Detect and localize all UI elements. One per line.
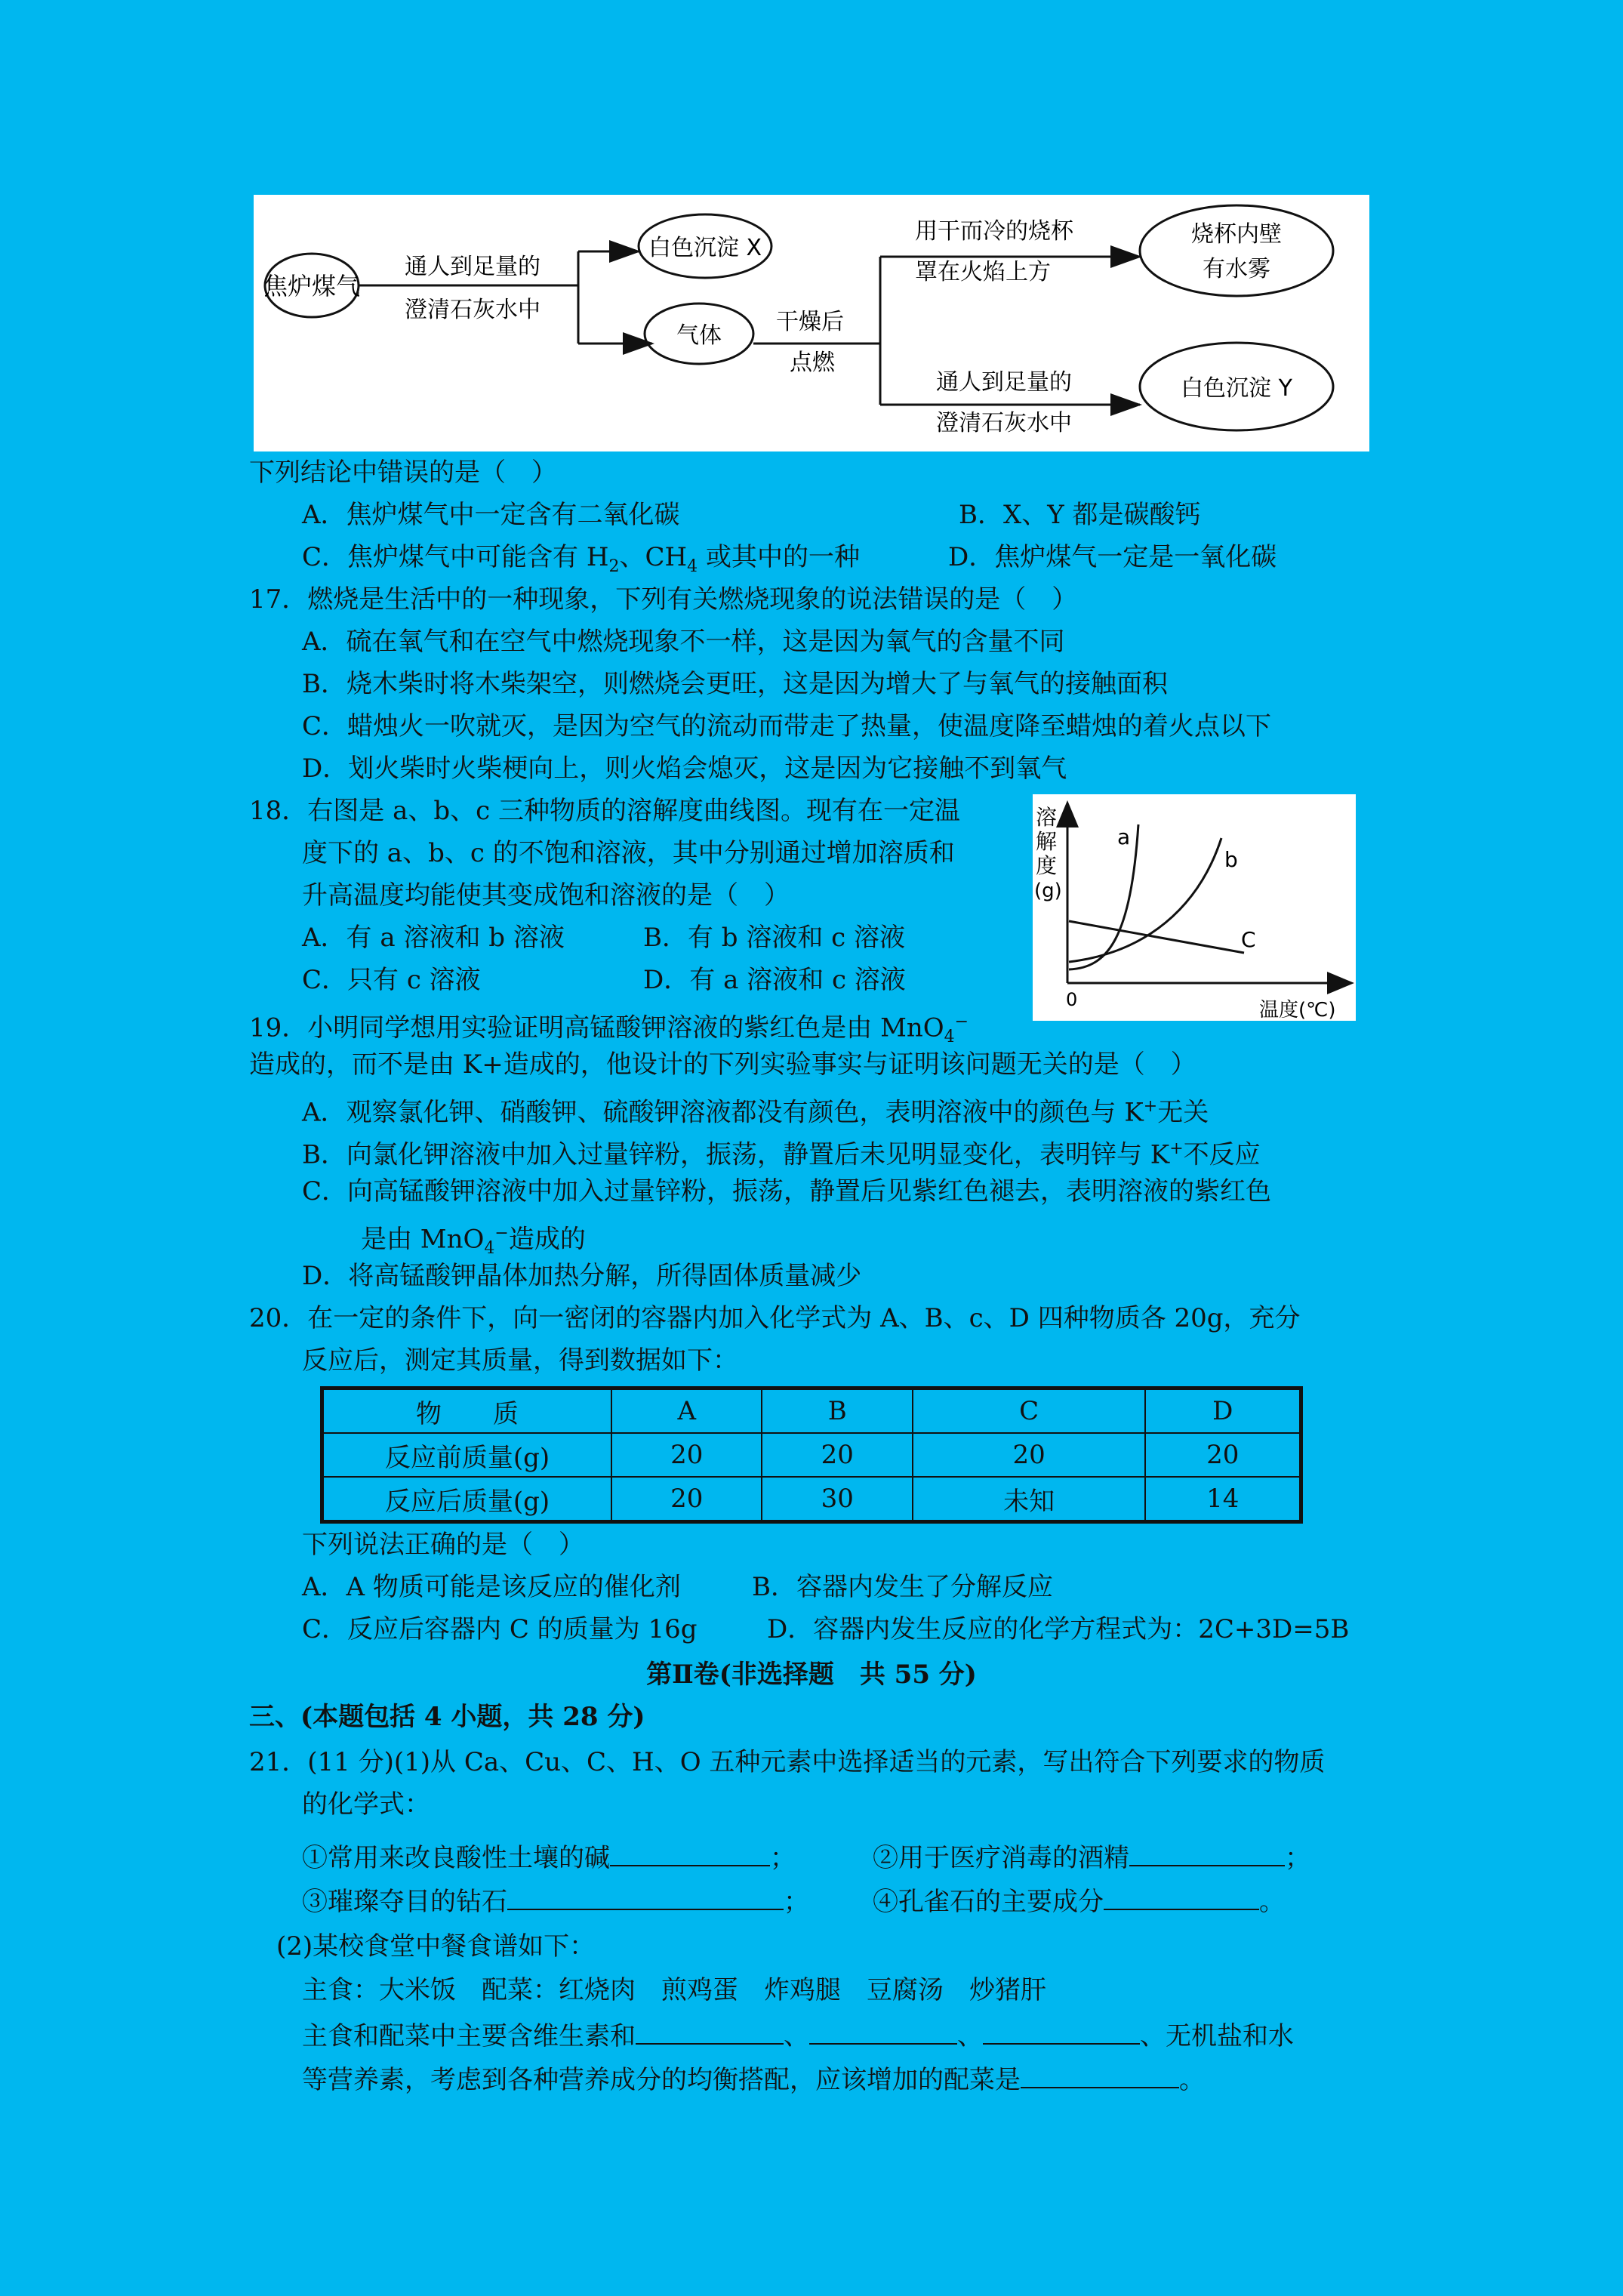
- q17-option-b: B．烧木柴时将木柴架空，则燃烧会更旺，这是因为增大了与氧气的接触面积: [302, 669, 1168, 699]
- x-label: 温度(℃): [1259, 999, 1336, 1021]
- q18-line-3: 升高温度均能使其变成饱和溶液的是（ ）: [302, 880, 790, 911]
- answer-blank[interactable]: [1021, 2061, 1179, 2088]
- node-result1: [1140, 205, 1333, 296]
- node-result1-label-2: 有水雾: [1203, 256, 1270, 282]
- answer-blank[interactable]: [1104, 1883, 1259, 1910]
- step4-label-2: 澄清石灰水中: [936, 410, 1072, 436]
- solubility-chart: [1033, 794, 1356, 1021]
- step2-label-1: 干燥后: [776, 309, 844, 335]
- q21-item-3: ③璀璨夺目的钻石 ；: [302, 1883, 809, 1918]
- q18-line-1: 18．右图是 a、b、c 三种物质的溶解度曲线图。现有在一定温: [249, 796, 960, 826]
- q16-option-c: C．焦炉煤气中可能含有 $H_2$、$CH_4$ 或其中的一种: [302, 542, 860, 576]
- y-label-2: 解: [1036, 829, 1058, 854]
- table-cell: 20: [611, 1477, 762, 1522]
- q19-option-b: B．向氯化钾溶液中加入过量锌粉，振荡，静置后未见明显变化，表明锌与 K+不反应: [302, 1139, 1261, 1170]
- table-header-cell: C: [913, 1388, 1145, 1434]
- table-header-cell: D: [1145, 1388, 1301, 1434]
- q20-option-a: A．A 物质可能是该反应的催化剂: [302, 1572, 681, 1602]
- q19-line-2: 造成的，而不是由 K+造成的，他设计的下列实验事实与证明该问题无关的是（ ）: [249, 1049, 1196, 1080]
- table-cell: 反应前质量(g): [322, 1433, 612, 1477]
- q19-line-1: 19．小明同学想用实验证明高锰酸钾溶液的紫红色是由 MnO$_4$−: [249, 1012, 969, 1047]
- q20-line-1: 20．在一定的条件下，向一密闭的容器内加入化学式为 A、B、c、D 四种物质各 20g，充分: [249, 1303, 1301, 1333]
- table-cell: 20: [913, 1433, 1145, 1477]
- table-cell: 20: [611, 1433, 762, 1477]
- step1-label-2: 澄清石灰水中: [405, 297, 540, 323]
- node-gas-label: 气体: [676, 322, 722, 349]
- step4-label-1: 通人到足量的: [936, 369, 1072, 396]
- y-label-unit: (g): [1034, 880, 1062, 902]
- q16-option-a: A．焦炉煤气中一定含有二氧化碳: [302, 500, 680, 530]
- q19-option-a: A．观察氯化钾、硝酸钾、硫酸钾溶液都没有颜色，表明溶液中的颜色与 K+无关: [302, 1097, 1209, 1128]
- q17-option-c: C．蜡烛火一吹就灭，是因为空气的流动而带走了热量，使温度降至蜡烛的着火点以下: [302, 711, 1272, 741]
- section-title: 第Ⅱ卷(非选择题 共 55 分): [646, 1660, 977, 1690]
- table-row: [322, 1477, 1301, 1522]
- q17-stem: 17．燃烧是生活中的一种现象，下列有关燃烧现象的说法错误的是（ ）: [249, 584, 1078, 615]
- q20-line-2: 反应后，测定其质量，得到数据如下：: [302, 1345, 738, 1376]
- step1-label-1: 通人到足量的: [405, 254, 540, 280]
- table-cell: 反应后质量(g): [322, 1477, 612, 1522]
- step2-label-2: 点燃: [790, 350, 835, 376]
- q21-nutrients-line-2: 等营养素，考虑到各种营养成分的均衡搭配，应该增加的配菜是 。: [302, 2061, 1205, 2097]
- curve-b: [1069, 838, 1221, 962]
- q18-option-c: C．只有 c 溶液: [302, 965, 481, 995]
- q21-item-1: ①常用来改良酸性土壤的碱 ；: [302, 1839, 796, 1875]
- answer-blank[interactable]: [610, 1839, 770, 1866]
- q18-option-b: B．有 b 溶液和 c 溶液: [643, 923, 906, 953]
- step3-label-2: 罩在火焰上方: [915, 259, 1051, 285]
- y-label-3: 度: [1036, 853, 1058, 878]
- node-result1-label-1: 烧杯内壁: [1191, 221, 1282, 248]
- q20-option-c: C．反应后容器内 C 的质量为 16g: [302, 1614, 698, 1644]
- q18-option-a: A．有 a 溶液和 b 溶液: [302, 923, 565, 953]
- answer-blank[interactable]: [636, 2017, 784, 2045]
- q21-item-4: ④孔雀石的主要成分 。: [873, 1883, 1285, 1918]
- table-cell: 20: [762, 1433, 912, 1477]
- table-header-cell: 物 质: [322, 1388, 612, 1434]
- q20-stem: 下列说法正确的是（ ）: [302, 1530, 584, 1560]
- table-header-cell: A: [611, 1388, 762, 1434]
- node-start-label: 焦炉煤气: [263, 272, 361, 300]
- q18-line-2: 度下的 a、b、c 的不饱和溶液，其中分别通过增加溶质和: [302, 838, 955, 868]
- q17-option-d: D．划火柴时火柴梗向上，则火焰会熄灭，这是因为它接触不到氧气: [302, 754, 1067, 784]
- curve-b-label: b: [1224, 847, 1238, 872]
- step3-label-1: 用干而冷的烧杯: [915, 218, 1073, 245]
- answer-blank[interactable]: [507, 1883, 784, 1910]
- solubility-svg: [1033, 794, 1356, 1021]
- answer-blank[interactable]: [1129, 1839, 1285, 1866]
- q20-option-b: B．容器内发生了分解反应: [752, 1572, 1053, 1602]
- q20-option-d: D．容器内发生反应的化学方程式为：2C+3D=5B: [767, 1614, 1350, 1644]
- table-cell: 14: [1145, 1477, 1301, 1522]
- node-precipitate-x-label: 白色沉淀 X: [648, 235, 762, 261]
- table-row: [322, 1433, 1301, 1477]
- curve-a-label: a: [1117, 824, 1131, 849]
- table-cell: 30: [762, 1477, 912, 1522]
- q18-option-d: D．有 a 溶液和 c 溶液: [643, 965, 906, 995]
- node-precipitate-y-label: 白色沉淀 Y: [1181, 375, 1292, 402]
- y-label-1: 溶: [1036, 805, 1058, 830]
- q21-nutrients-line-1: 主食和配菜中主要含维生素和 、 、 、无机盐和水: [302, 2017, 1294, 2053]
- q19-option-c-1: C．向高锰酸钾溶液中加入过量锌粉，振荡，静置后见紫红色褪去，表明溶液的紫红色: [302, 1176, 1272, 1207]
- q21-line-2: 的化学式：: [302, 1789, 430, 1820]
- q21-item-2: ②用于医疗消毒的酒精 ；: [873, 1839, 1310, 1875]
- table-header-row: [322, 1388, 1301, 1434]
- table-cell: 20: [1145, 1433, 1301, 1477]
- q21-part-2: (2)某校食堂中餐食谱如下：: [276, 1931, 596, 1962]
- curve-c-label: C: [1241, 927, 1256, 952]
- table-header-cell: B: [762, 1388, 912, 1434]
- answer-blank[interactable]: [809, 2017, 957, 2045]
- q17-option-a: A．硫在氧气和在空气中燃烧现象不一样，这是因为氧气的含量不同: [302, 627, 1065, 657]
- q21-line-1: 21．(11 分)(1)从 Ca、Cu、C、H、O 五种元素中选择适当的元素，写出符合下列要求的物质: [249, 1747, 1326, 1777]
- part-three-heading: 三、(本题包括 4 小题，共 28 分): [249, 1702, 645, 1732]
- flowchart-figure: [254, 195, 1369, 451]
- q19-option-d: D．将高锰酸钾晶体加热分解，所得固体质量减少: [302, 1261, 862, 1291]
- q16-option-d: D．焦炉煤气一定是一氧化碳: [948, 542, 1277, 572]
- curve-c: [1069, 921, 1244, 953]
- answer-blank[interactable]: [983, 2017, 1140, 2045]
- q16-option-b: B．X、Y 都是碳酸钙: [959, 500, 1201, 530]
- q21-menu: 主食：大米饭 配菜：红烧肉 煎鸡蛋 炸鸡腿 豆腐汤 炒猪肝: [302, 1975, 1046, 2005]
- table-cell: 未知: [913, 1477, 1145, 1522]
- origin-label: 0: [1066, 989, 1078, 1010]
- q19-option-c-2: 是由 MnO$_4$−造成的: [361, 1224, 586, 1259]
- q16-stem: 下列结论中错误的是（ ）: [249, 458, 557, 488]
- flowchart-svg: [254, 195, 1369, 451]
- mass-table: [320, 1386, 1303, 1524]
